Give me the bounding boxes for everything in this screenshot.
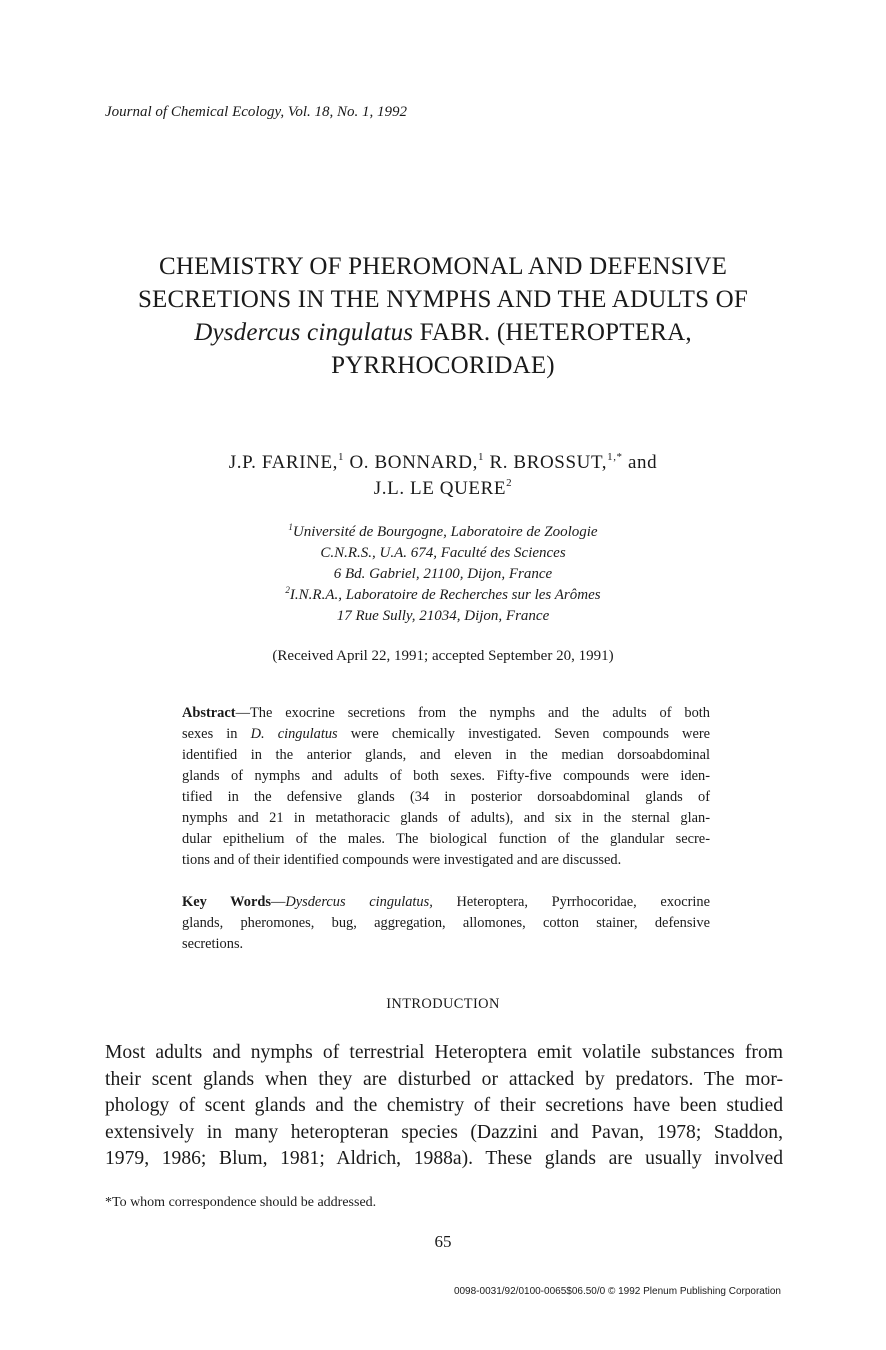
author-bonnard: O. BONNARD, <box>344 452 478 473</box>
keywords-dash: — <box>270 894 286 910</box>
keywords-line-2: glands, pheromones, bug, aggregation, allomones, cotton stainer, defensive <box>182 915 710 931</box>
affiliation-2-marker: 2 <box>285 585 290 595</box>
page-number: 65 <box>434 1232 452 1251</box>
authors-line-2 <box>60 476 826 502</box>
title-species-name: Dysdercus cingulatus <box>194 319 414 346</box>
affiliation-2-line-1 <box>60 585 826 606</box>
affiliation-1-line-1 <box>60 522 826 543</box>
abstract-line-7: dular epithelium of the males. The biological function of the glandular secre- <box>182 831 710 847</box>
body-line-4: extensively in many heteropteran species (Dazzini and Pavan, 1978; Staddon, <box>105 1121 783 1143</box>
abstract-line-2 <box>182 724 710 745</box>
keywords-line-3: secretions. <box>182 936 244 952</box>
title-line-2: SECRETIONS IN THE NYMPHS AND THE ADULTS OF <box>137 286 749 313</box>
abstract-line-1 <box>182 703 710 724</box>
author-brossut: R. BROSSUT, <box>484 452 608 473</box>
abstract-line-3: identified in the anterior glands, and eleven in the median dorsoabdominal <box>182 747 710 763</box>
body-line-3: phology of scent glands and the chemistry of their secretions have been studied <box>105 1095 783 1116</box>
abstract <box>182 703 710 871</box>
body-line-2: their scent glands when they are disturbed or attacked by predators. The mor- <box>105 1068 783 1090</box>
title-line-3 <box>60 316 826 349</box>
abstract-line-4: glands of nymphs and adults of both sexes. Fifty-five compounds were iden- <box>182 768 710 784</box>
affiliation-2-line-2: 17 Rue Sully, 21034, Dijon, France <box>336 608 550 624</box>
affiliation-1-line-2: C.N.R.S., U.A. 674, Faculté des Sciences <box>320 545 566 561</box>
introduction-heading: INTRODUCTION <box>386 996 500 1012</box>
body-line-1: Most adults and nymphs of terrestrial Heteroptera emit volatile substances from <box>105 1042 783 1063</box>
authors-line-1 <box>60 450 826 476</box>
body-line-5: 1979, 1986; Blum, 1981; Aldrich, 1988a). These glands are usually involved <box>105 1148 783 1169</box>
author-list <box>60 450 826 502</box>
author-and: and <box>622 452 658 473</box>
affiliation-1-line-3: 6 Bd. Gabriel, 21100, Dijon, France <box>333 566 553 582</box>
keywords-species-name: Dysdercus cingulatus, <box>285 894 433 910</box>
keywords-line-1 <box>182 892 710 913</box>
received-dates: (Received April 22, 1991; accepted September 20, 1991) <box>272 648 614 664</box>
journal-citation: Journal of Chemical Ecology, Vol. 18, No. 1, 1992 <box>105 104 408 120</box>
article-title <box>60 250 826 382</box>
affiliation-2-text: I.N.R.A., Laboratoire de Recherches sur les Arômes <box>289 587 601 603</box>
author-farine-affil: 1 <box>338 451 345 463</box>
abstract-line-8: tions and of their identified compounds were investigated and are discussed. <box>182 852 622 868</box>
abstract-line-6: nymphs and 21 in metathoracic glands of adults), and six in the sternal glan- <box>182 810 710 826</box>
abstract-line-5: tified in the defensive glands (34 in posterior dorsoabdominal glands of <box>182 789 710 805</box>
author-le-quere-affil: 2 <box>506 477 513 489</box>
abstract-species-name: D. cingulatus <box>250 726 338 742</box>
title-line-4: PYRRHOCORIDAE) <box>331 352 555 379</box>
title-line-1: CHEMISTRY OF PHEROMONAL AND DEFENSIVE <box>158 253 728 280</box>
abstract-line-2-a: sexes in <box>182 726 251 742</box>
affiliations <box>60 522 826 627</box>
abstract-line-2-b: were chemically investigated. Seven compounds were <box>337 726 711 742</box>
abstract-label: Abstract <box>182 705 236 721</box>
introduction-paragraph <box>105 1040 783 1173</box>
author-farine: J.P. FARINE, <box>228 452 338 473</box>
copyright-line: 0098-0031/92/0100-0065$06.50/0 © 1992 Plenum Publishing Corporation <box>453 1286 781 1297</box>
author-bonnard-affil: 1 <box>477 451 485 463</box>
affiliation-1-marker: 1 <box>288 522 293 532</box>
correspondence-footnote: *To whom correspondence should be addressed. <box>105 1195 377 1210</box>
author-le-quere: J.L. LE QUERE <box>373 478 507 499</box>
key-words <box>182 892 710 955</box>
abstract-line-1-text: —The exocrine secretions from the nymphs and the adults of both <box>235 705 710 721</box>
affiliation-1-text: Université de Bourgogne, Laboratoire de Zoologie <box>292 524 598 540</box>
keywords-line-1-text: Heteroptera, Pyrrhocoridae, exocrine <box>432 894 710 910</box>
title-line-3-rest: FABR. (HETEROPTERA, <box>413 319 692 346</box>
keywords-label: Key Words <box>182 894 271 910</box>
author-brossut-affil: 1,* <box>607 451 623 463</box>
